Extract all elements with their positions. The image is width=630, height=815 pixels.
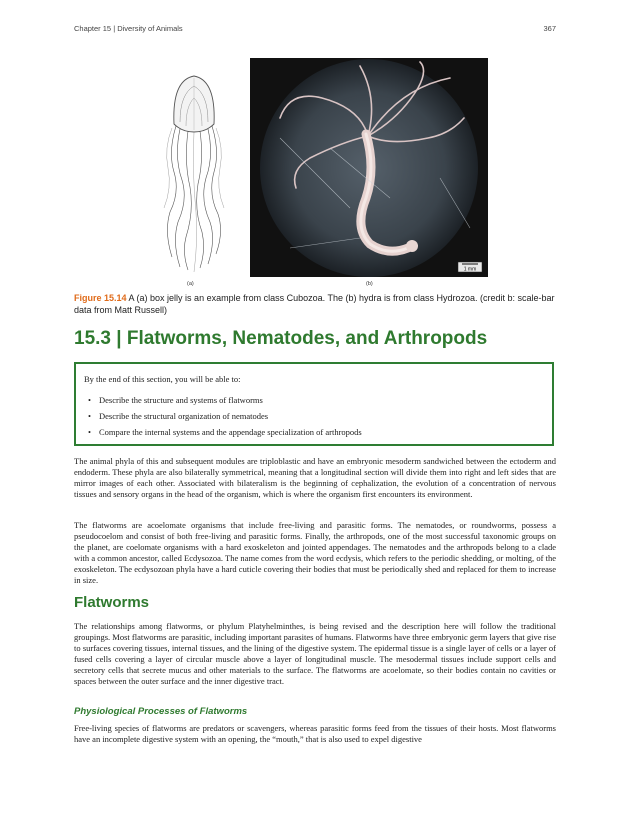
section-title: 15.3 | Flatworms, Nematodes, and Arthropods: [74, 328, 488, 349]
figure-label-a: (a): [187, 281, 194, 287]
heading-flatworms: Flatworms: [74, 594, 150, 611]
figure-caption-text: A (a) box jelly is an example from class Cubozoa. The (b) hydra is from class Hydrozoa. (credit b: scale-bar data from Matt Russell): [74, 293, 555, 315]
objectives-intro: By the end of this section, you will be able to:: [84, 374, 241, 384]
running-header-chapter: Chapter 15 | Diversity of Animals: [74, 24, 183, 33]
box-jelly-illustration: [150, 72, 238, 272]
body-paragraph-3: The relationships among flatworms, or phylum Platyhelminthes, is being revised and the description here will follow the traditional groupings. Most flatworms are parasitic, including important parasites of humans. Flatworms have three embryonic germ layers that give rise to surfaces covering tissues, internal tissues, and the lining of the digestive system. The epidermal tissue is a single layer of cells or a layer of fused cells covering a layer of circular muscle above a layer of longitudinal muscle. The mesodermal tissues include support cells and secretory cells that secrete mucus and other materials to the surface. The flatworms are acoelomate, so their bodies contain no cavities or spaces between the outer surface and the inner digestive tract.: [74, 621, 556, 686]
figure-caption: [74, 292, 556, 316]
page-number: 367: [543, 24, 556, 33]
objective-item: • Describe the structure and systems of flatworms: [84, 392, 362, 408]
heading-physiological-processes: Physiological Processes of Flatworms: [74, 706, 248, 717]
scale-bar-label: 1 mm: [463, 266, 477, 273]
objectives-list: [84, 392, 362, 440]
body-paragraph-4: Free-living species of flatworms are predators or scavengers, whereas parasitic forms feed from the tissues of their hosts. Most flatworms have an incomplete digestive system with an opening, the “mouth,” that is also used to expel digestive: [74, 723, 556, 744]
objective-item: • Compare the internal systems and the appendage specialization of arthropods: [84, 424, 362, 440]
hydra-micrograph: [250, 58, 488, 277]
body-paragraph-2: The flatworms are acoelomate organisms that include free-living and parasitic forms. The nematodes, or roundworms, possess a pseudocoelom and consist of both free-living and parasitic forms. Finally, the arthropods, one of the most successful taxonomic groups on the planet, are coelomate organisms with a hard exoskeleton and jointed appendages. The nematodes and the arthropods belong to a clade with a common ancestor, called Ecdysozoa. The name comes from the word ecdysis, which refers to the periodic shedding, or molting, of the exoskeleton. The ecdysozoan phyla have a hard cuticle covering their bodies that must be periodically shed and replaced for them to increase in size.: [74, 520, 556, 585]
learning-objectives-box: [74, 362, 554, 446]
body-paragraph-1: The animal phyla of this and subsequent modules are triploblastic and have an embryonic mesoderm sandwiched between the ectoderm and endoderm. These phyla are also bilaterally symmetrical, meaning that a longitudinal section will divide them into right and left sides that are mirror images of each other. Associated with bilateralism is the beginning of cephalization, the evolution of a concentration of nervous tissues and sensory organs in the head of the organism, which is where the organism first encounters its environment.: [74, 456, 556, 499]
figure-label-b: (b): [366, 281, 373, 287]
figure-number: Figure 15.14: [74, 293, 127, 303]
objective-item: • Describe the structural organization of nematodes: [84, 408, 362, 424]
